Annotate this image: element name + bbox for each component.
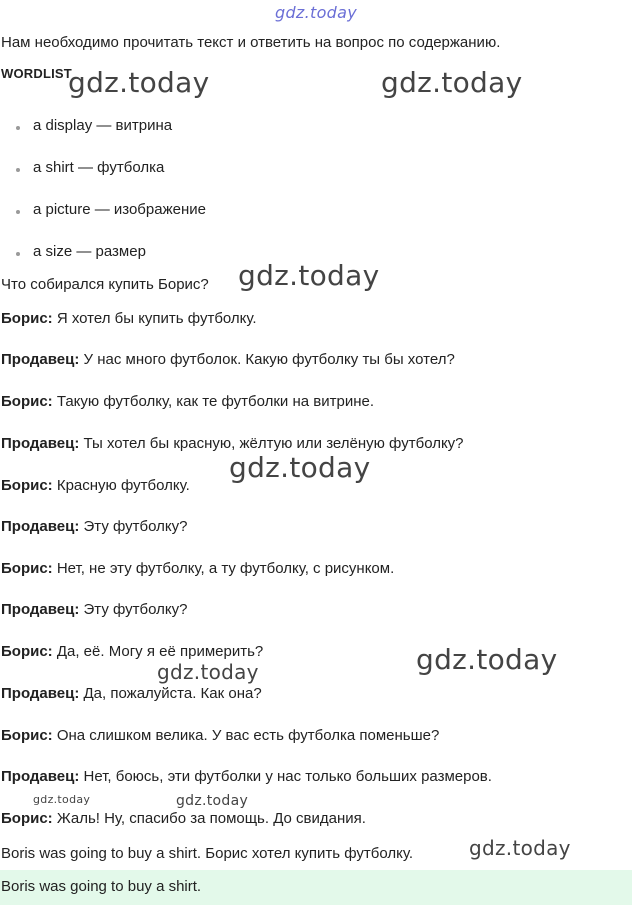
- speaker-name: Борис:: [1, 477, 53, 494]
- watermark: gdz.today: [68, 66, 210, 99]
- answer-translation: Boris was going to buy a shirt. Борис хотел купить футболку.: [1, 845, 414, 862]
- watermark: gdz.today: [275, 3, 357, 22]
- bullet-icon: [16, 252, 20, 256]
- speaker-name: Продавец:: [1, 435, 80, 452]
- dialogue-line: [1, 643, 263, 660]
- watermark: gdz.today: [176, 793, 249, 809]
- wordlist-title: WORDLIST: [1, 66, 72, 81]
- speaker-name: Борис:: [1, 810, 53, 827]
- question-text: Что собирался купить Борис?: [1, 276, 209, 293]
- dialogue-line: [1, 810, 366, 827]
- dialogue-text: Эту футболку?: [79, 601, 188, 618]
- dialogue-text: Нет, боюсь, эти футболки у нас только больших размеров.: [79, 768, 492, 785]
- speaker-name: Борис:: [1, 310, 53, 327]
- dialogue-line: [1, 435, 464, 452]
- wordlist-item: a display — витрина: [33, 117, 173, 134]
- dialogue-text: Эту футболку?: [79, 518, 188, 535]
- dialogue-line: [1, 727, 439, 744]
- speaker-name: Борис:: [1, 643, 53, 660]
- dialogue-text: Красную футболку.: [52, 477, 190, 494]
- watermark: gdz.today: [33, 793, 91, 806]
- wordlist-item: a size — размер: [33, 243, 146, 260]
- dialogue-line: [1, 477, 190, 494]
- speaker-name: Борис:: [1, 393, 53, 410]
- dialogue-line: [1, 768, 492, 785]
- dialogue-line: [1, 393, 374, 410]
- speaker-name: Продавец:: [1, 685, 80, 702]
- wordlist-item: a picture — изображение: [33, 201, 206, 218]
- intro-text: Нам необходимо прочитать текст и ответить на вопрос по содержанию.: [1, 34, 501, 51]
- speaker-name: Продавец:: [1, 601, 80, 618]
- dialogue-line: [1, 560, 394, 577]
- speaker-name: Продавец:: [1, 351, 80, 368]
- answer-highlight-text: Boris was going to buy a shirt.: [1, 878, 202, 895]
- watermark: gdz.today: [229, 451, 371, 484]
- dialogue-text: Да, пожалуйста. Как она?: [79, 685, 262, 702]
- dialogue-text: Ты хотел бы красную, жёлтую или зелёную футболку?: [79, 435, 464, 452]
- watermark: gdz.today: [469, 836, 571, 860]
- dialogue-line: [1, 518, 188, 535]
- watermark: gdz.today: [416, 643, 558, 676]
- bullet-icon: [16, 210, 20, 214]
- wordlist-item: a shirt — футболка: [33, 159, 165, 176]
- bullet-icon: [16, 168, 20, 172]
- bullet-icon: [16, 126, 20, 130]
- dialogue-text: Да, её. Могу я её примерить?: [52, 643, 264, 660]
- dialogue-text: Она слишком велика. У вас есть футболка поменьше?: [52, 727, 440, 744]
- watermark: gdz.today: [157, 660, 259, 684]
- answer-highlight-box: [0, 870, 632, 905]
- dialogue-line: [1, 601, 188, 618]
- dialogue-text: Такую футболку, как те футболки на витрине.: [52, 393, 374, 410]
- dialogue-text: Жаль! Ну, спасибо за помощь. До свидания.: [52, 810, 366, 827]
- speaker-name: Продавец:: [1, 768, 80, 785]
- speaker-name: Борис:: [1, 727, 53, 744]
- speaker-name: Борис:: [1, 560, 53, 577]
- dialogue-text: У нас много футболок. Какую футболку ты бы хотел?: [79, 351, 455, 368]
- dialogue-line: [1, 351, 455, 368]
- speaker-name: Продавец:: [1, 518, 80, 535]
- watermark: gdz.today: [381, 66, 523, 99]
- dialogue-text: Нет, не эту футболку, а ту футболку, с рисунком.: [52, 560, 395, 577]
- watermark: gdz.today: [238, 259, 380, 292]
- dialogue-line: [1, 310, 257, 327]
- dialogue-text: Я хотел бы купить футболку.: [52, 310, 257, 327]
- dialogue-line: [1, 685, 262, 702]
